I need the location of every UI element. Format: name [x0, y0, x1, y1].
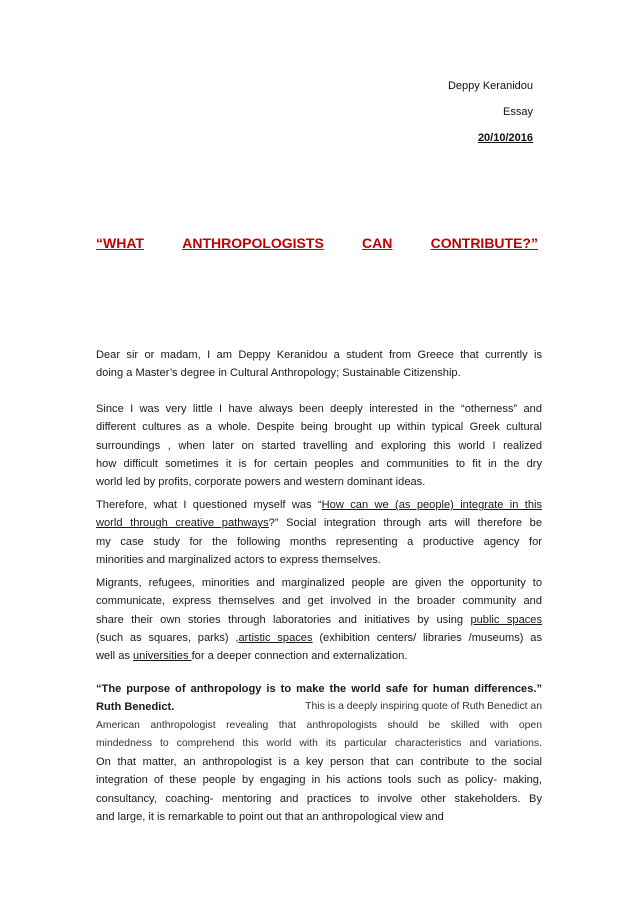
- paragraph-line: [96, 629, 542, 647]
- text-run: share their own stories through laboratories and initiatives by using: [96, 613, 471, 626]
- paragraph-line: Since I was very little I have always been deeply interested in the “otherness” and: [96, 403, 542, 415]
- paragraph-question: [96, 496, 542, 569]
- document-type: Essay: [503, 106, 533, 118]
- paragraph-line: mindedness to comprehend this world with its particular characteristics and variations.: [96, 737, 542, 749]
- paragraph-line: different cultures as a whole. Despite being brought up within typical Greek cultural: [96, 421, 542, 434]
- paragraph-line: Dear sir or madam, I am Deppy Keranidou a student from Greece that currently is: [96, 349, 542, 361]
- paragraph-line: world led by profits, corporate powers and western dominant ideas.: [96, 476, 426, 489]
- paragraph-line: how difficult sometimes it is for certain peoples and communities to fit in the dry: [96, 457, 542, 470]
- paragraph-line: [96, 496, 542, 514]
- paragraph-line: surroundings , when later on started travelling and exploring this world I realized: [96, 439, 542, 452]
- underlined-question-end: world through creative pathways: [96, 517, 269, 530]
- text-run: Therefore, what I questioned myself was “: [96, 499, 322, 511]
- paragraph-line: minorities and marginalized actors to express themselves.: [96, 553, 381, 566]
- paragraph-line: On that matter, an anthropologist is a key person that can contribute to the social: [96, 756, 542, 769]
- text-run: ?” Social integration through arts will therefore be: [268, 517, 543, 530]
- paragraph-line: Migrants, refugees, minorities and marginalized people are given the opportunity to: [96, 577, 542, 589]
- text-run: (such as squares, parks) ,: [96, 631, 239, 644]
- paragraph-participants: [96, 574, 542, 665]
- title-word-4: CONTRIBUTE?”: [430, 235, 538, 251]
- paragraph-introduction: [96, 346, 542, 383]
- paragraph-quote: [96, 680, 542, 826]
- paragraph-line: [96, 698, 542, 716]
- paragraph-line: communicate, express themselves and get involved in the broader community and: [96, 595, 542, 608]
- underlined-public-spaces: public spaces: [470, 613, 543, 626]
- title-word-1: “WHAT: [96, 235, 144, 251]
- text-run: (exhibition centers/ libraries /museums) as: [312, 631, 542, 644]
- text-run: for a deeper connection and externalization.: [191, 650, 408, 663]
- author-name: Deppy Keranidou: [447, 80, 533, 92]
- paragraph-line: consultancy, coaching- mentoring and practices to involve other stakeholders. By: [96, 792, 542, 805]
- benedict-quote: “The purpose of anthropology is to make the world safe for human differences.”: [96, 683, 542, 695]
- essay-title: [96, 235, 538, 251]
- paragraph-line: [96, 611, 542, 629]
- underlined-question: How can we (as people) integrate in this: [321, 499, 543, 511]
- title-word-3: CAN: [362, 235, 393, 251]
- paragraph-line: [96, 514, 542, 532]
- text-run: well as: [96, 650, 133, 663]
- paragraph-line: my case study for the following months representing a productive agency for: [96, 535, 542, 548]
- paragraph-line: [96, 647, 542, 665]
- text-run: This is a deeply inspiring quote of Ruth Benedict an: [305, 701, 542, 713]
- quote-attribution: Ruth Benedict.: [96, 701, 175, 714]
- underlined-universities: universities: [133, 650, 192, 663]
- title-word-2: ANTHROPOLOGISTS: [182, 235, 324, 251]
- paragraph-line: American anthropologist revealing that anthropologists should be skilled with open: [96, 719, 542, 731]
- document-date: 20/10/2016: [477, 132, 533, 144]
- underlined-artistic-spaces: artistic spaces: [238, 631, 313, 644]
- paragraph-line: integration of these people by engaging in his actions tools such as policy- making,: [96, 774, 542, 787]
- paragraph-line: doing a Master’s degree in Cultural Anthropology; Sustainable Citizenship.: [96, 367, 461, 380]
- paragraph-line: and large, it is remarkable to point out that an anthropological view and: [96, 811, 444, 824]
- paragraph-background: [96, 400, 542, 491]
